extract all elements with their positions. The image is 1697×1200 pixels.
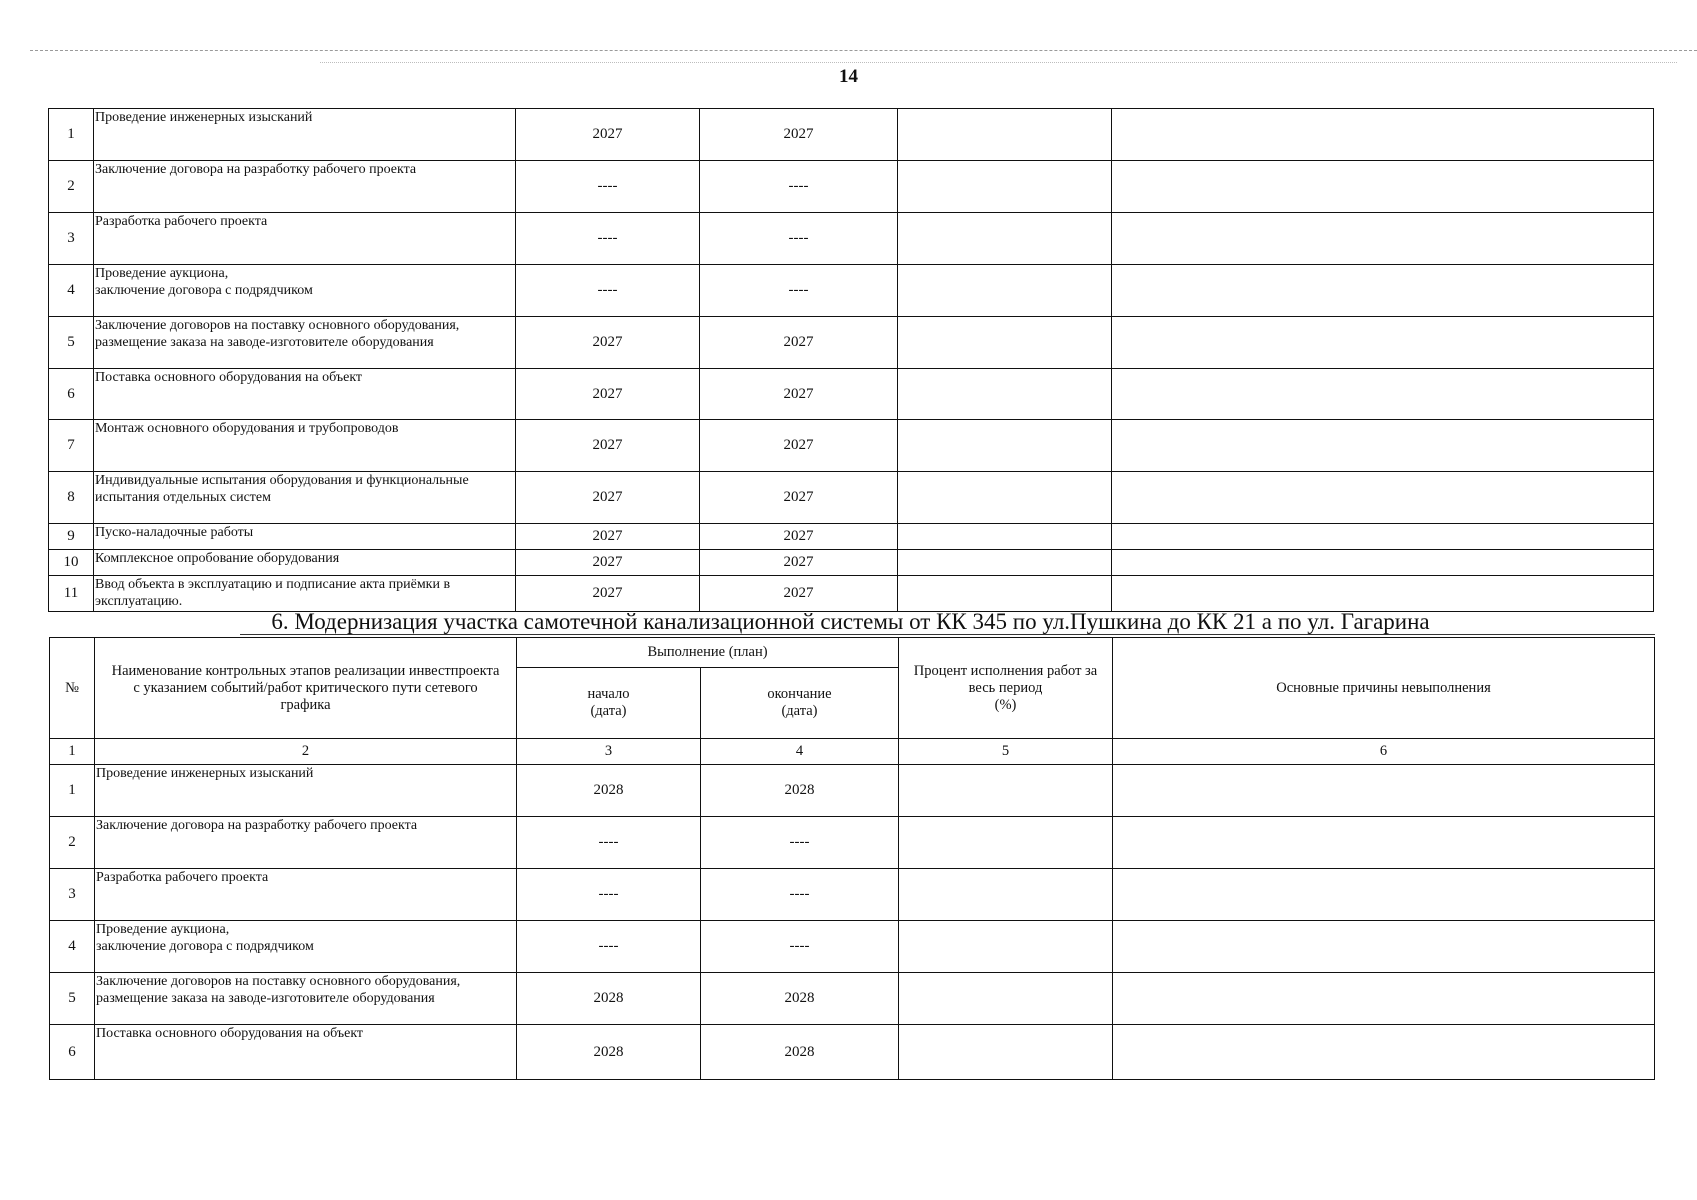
non-completion-reasons xyxy=(1113,921,1655,973)
end-date: 2028 xyxy=(701,973,899,1025)
start-date: 2027 xyxy=(516,472,700,524)
row-number: 11 xyxy=(49,576,94,612)
completion-percent xyxy=(898,420,1112,472)
header-end-date: окончание (дата) xyxy=(701,668,899,739)
column-number-3: 3 xyxy=(517,739,701,765)
non-completion-reasons xyxy=(1113,765,1655,817)
table-row xyxy=(50,869,1655,921)
row-number: 9 xyxy=(49,524,94,550)
row-number: 4 xyxy=(50,921,95,973)
completion-percent xyxy=(898,576,1112,612)
section-6-schedule-table xyxy=(49,637,1655,1080)
start-date: 2028 xyxy=(517,973,701,1025)
stage-name: Заключение договоров на поставку основного оборудования, размещение заказа на заводе-изготовителе оборудования xyxy=(94,317,516,369)
completion-percent xyxy=(898,369,1112,420)
schedule-table-continued xyxy=(48,108,1654,612)
stage-name: Заключение договора на разработку рабочего проекта xyxy=(95,817,517,869)
header-stage-name xyxy=(95,638,517,739)
section-title-underline xyxy=(240,634,1655,635)
end-date: 2027 xyxy=(700,420,898,472)
stage-name: Заключение договора на разработку рабочего проекта xyxy=(94,161,516,213)
non-completion-reasons xyxy=(1112,420,1654,472)
stage-name: Ввод объекта в эксплуатацию и подписание акта приёмки в эксплуатацию. xyxy=(94,576,516,612)
start-date: ---- xyxy=(517,921,701,973)
non-completion-reasons xyxy=(1112,524,1654,550)
end-date: ---- xyxy=(701,817,899,869)
page-number: 14 xyxy=(839,66,858,87)
table-row xyxy=(50,817,1655,869)
row-number: 6 xyxy=(50,1025,95,1080)
row-number: 2 xyxy=(49,161,94,213)
completion-percent xyxy=(898,109,1112,161)
row-number: 3 xyxy=(49,213,94,265)
schedule-table-continued-body xyxy=(49,109,1654,612)
end-date: ---- xyxy=(700,161,898,213)
stage-name: Монтаж основного оборудования и трубопроводов xyxy=(94,420,516,472)
start-date: 2027 xyxy=(516,420,700,472)
start-date: ---- xyxy=(517,869,701,921)
start-date: ---- xyxy=(516,213,700,265)
non-completion-reasons xyxy=(1112,576,1654,612)
completion-percent xyxy=(899,921,1113,973)
start-date: 2027 xyxy=(516,317,700,369)
start-date: 2027 xyxy=(516,524,700,550)
header-reasons: Основные причины невыполнения xyxy=(1113,638,1655,739)
header-start-date: начало (дата) xyxy=(517,668,701,739)
start-date: 2027 xyxy=(516,369,700,420)
non-completion-reasons xyxy=(1113,869,1655,921)
non-completion-reasons xyxy=(1113,817,1655,869)
header-plan-group: Выполнение (план) xyxy=(517,638,899,668)
stage-name: Проведение инженерных изысканий xyxy=(94,109,516,161)
stage-name: Заключение договоров на поставку основного оборудования, размещение заказа на заводе-изготовителе оборудования xyxy=(95,973,517,1025)
completion-percent xyxy=(898,161,1112,213)
row-number: 5 xyxy=(49,317,94,369)
non-completion-reasons xyxy=(1112,109,1654,161)
section-title: 6. Модернизация участка самотечной канализационной системы от КК 345 по ул.Пушкина до КК 21 а по ул. Гагарина xyxy=(271,609,1430,634)
completion-percent xyxy=(898,265,1112,317)
completion-percent xyxy=(899,973,1113,1025)
non-completion-reasons xyxy=(1112,472,1654,524)
end-date: 2027 xyxy=(700,472,898,524)
end-date: 2027 xyxy=(700,524,898,550)
table-row xyxy=(49,576,1654,612)
non-completion-reasons xyxy=(1112,265,1654,317)
completion-percent xyxy=(899,869,1113,921)
row-number: 1 xyxy=(49,109,94,161)
completion-percent xyxy=(898,472,1112,524)
stage-name: Комплексное опробование оборудования xyxy=(94,550,516,576)
row-number: 6 xyxy=(49,369,94,420)
table-row xyxy=(49,369,1654,420)
table-row xyxy=(49,265,1654,317)
non-completion-reasons xyxy=(1112,317,1654,369)
completion-percent xyxy=(899,1025,1113,1080)
row-number: 1 xyxy=(50,765,95,817)
completion-percent xyxy=(898,317,1112,369)
table-row xyxy=(50,973,1655,1025)
column-number-row xyxy=(50,739,1655,765)
header-num: № xyxy=(50,638,95,739)
table-row xyxy=(49,550,1654,576)
table-row xyxy=(49,420,1654,472)
completion-percent xyxy=(898,213,1112,265)
table-row xyxy=(50,765,1655,817)
scan-top-rule xyxy=(30,50,1697,51)
completion-percent xyxy=(899,817,1113,869)
start-date: ---- xyxy=(517,817,701,869)
section-6-schedule-table-body xyxy=(50,638,1655,1080)
non-completion-reasons xyxy=(1112,161,1654,213)
stage-name: Поставка основного оборудования на объект xyxy=(95,1025,517,1080)
end-date: 2027 xyxy=(700,317,898,369)
table-row xyxy=(49,317,1654,369)
start-date: 2028 xyxy=(517,765,701,817)
completion-percent xyxy=(898,550,1112,576)
non-completion-reasons xyxy=(1112,550,1654,576)
table-row xyxy=(49,472,1654,524)
start-date: 2027 xyxy=(516,109,700,161)
column-number-2: 2 xyxy=(95,739,517,765)
end-date: ---- xyxy=(700,265,898,317)
row-number: 8 xyxy=(49,472,94,524)
non-completion-reasons xyxy=(1112,369,1654,420)
table-row xyxy=(49,161,1654,213)
stage-name: Разработка рабочего проекта xyxy=(94,213,516,265)
stage-name: Проведение инженерных изысканий xyxy=(95,765,517,817)
row-number: 4 xyxy=(49,265,94,317)
table-row xyxy=(49,213,1654,265)
column-number-5: 5 xyxy=(899,739,1113,765)
start-date: ---- xyxy=(516,265,700,317)
scan-top-rule-faint xyxy=(320,62,1677,63)
stage-name: Индивидуальные испытания оборудования и функциональные испытания отдельных систем xyxy=(94,472,516,524)
header-row-group xyxy=(50,638,1655,668)
row-number: 3 xyxy=(50,869,95,921)
table-row xyxy=(50,921,1655,973)
header-percent: Процент исполнения работ за весь период (%) xyxy=(899,638,1113,739)
end-date: 2027 xyxy=(700,576,898,612)
stage-name: Проведение аукциона, заключение договора с подрядчиком xyxy=(94,265,516,317)
table-row xyxy=(49,109,1654,161)
column-number-1: 1 xyxy=(50,739,95,765)
end-date: ---- xyxy=(701,921,899,973)
end-date: 2028 xyxy=(701,765,899,817)
table-row xyxy=(49,524,1654,550)
column-number-4: 4 xyxy=(701,739,899,765)
end-date: 2028 xyxy=(701,1025,899,1080)
non-completion-reasons xyxy=(1113,1025,1655,1080)
completion-percent xyxy=(898,524,1112,550)
row-number: 7 xyxy=(49,420,94,472)
completion-percent xyxy=(899,765,1113,817)
stage-name: Проведение аукциона, заключение договора с подрядчиком xyxy=(95,921,517,973)
row-number: 10 xyxy=(49,550,94,576)
start-date: 2028 xyxy=(517,1025,701,1080)
stage-name: Разработка рабочего проекта xyxy=(95,869,517,921)
start-date: 2027 xyxy=(516,550,700,576)
end-date: ---- xyxy=(701,869,899,921)
stage-name: Поставка основного оборудования на объект xyxy=(94,369,516,420)
stage-name: Пуско-наладочные работы xyxy=(94,524,516,550)
non-completion-reasons xyxy=(1112,213,1654,265)
row-number: 2 xyxy=(50,817,95,869)
column-number-6: 6 xyxy=(1113,739,1655,765)
non-completion-reasons xyxy=(1113,973,1655,1025)
start-date: 2027 xyxy=(516,576,700,612)
end-date: ---- xyxy=(700,213,898,265)
start-date: ---- xyxy=(516,161,700,213)
end-date: 2027 xyxy=(700,109,898,161)
table-row xyxy=(50,1025,1655,1080)
row-number: 5 xyxy=(50,973,95,1025)
end-date: 2027 xyxy=(700,550,898,576)
header-stage-name-text: Наименование контрольных этапов реализации инвестпроекта с указанием событий/работ критического пути сетевого графика xyxy=(111,662,500,713)
end-date: 2027 xyxy=(700,369,898,420)
